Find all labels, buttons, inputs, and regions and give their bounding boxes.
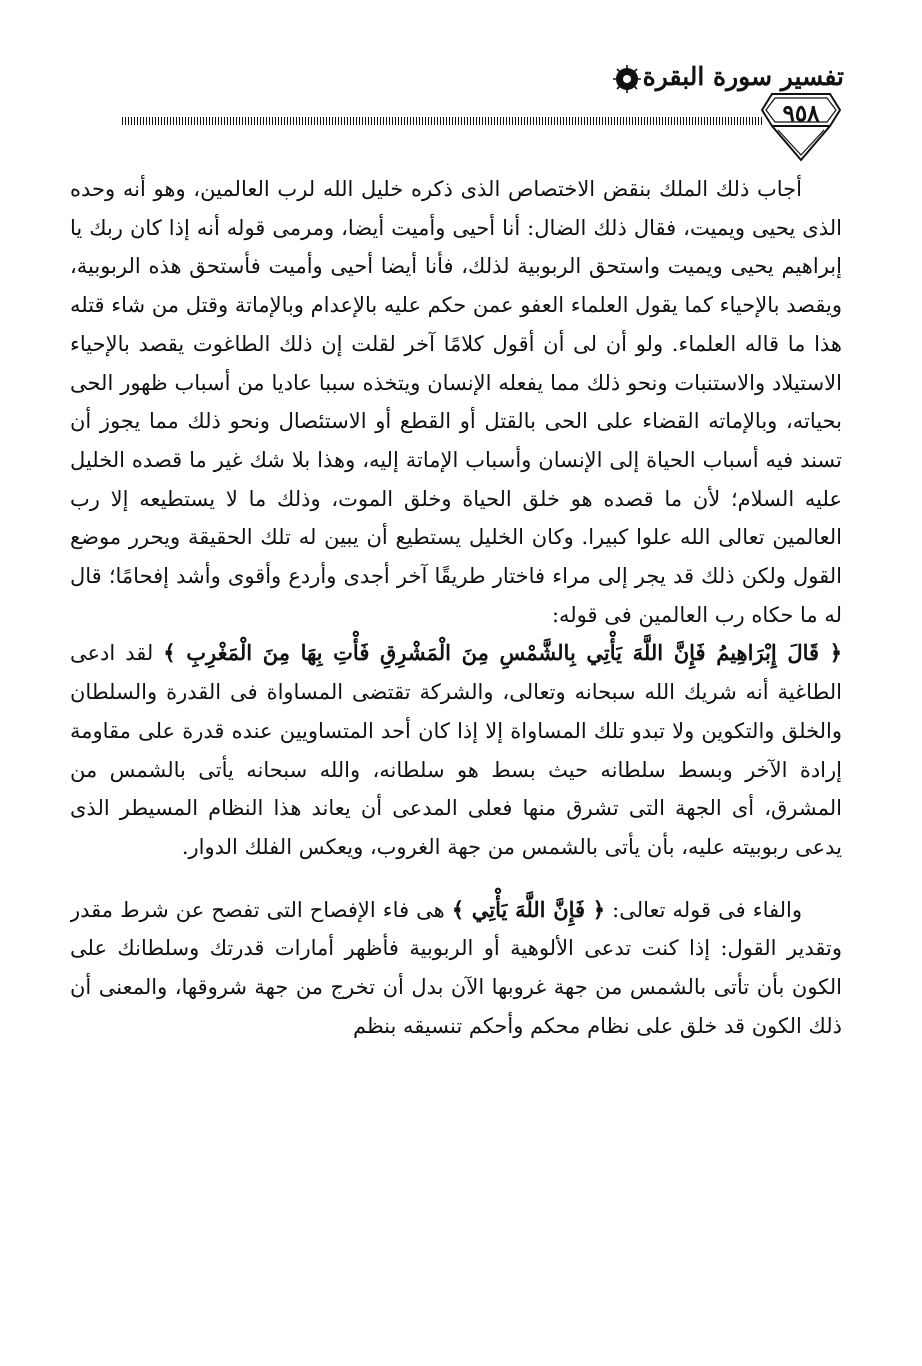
header-ornament-icon (612, 64, 642, 94)
paragraph-text: أجاب ذلك الملك بنقض الاختصاص الذى ذكره خليل الله لرب العالمين، وهو أنه وحده الذى يحيى ويميت، فقال ذلك الضال: أنا أحيى وأميت أيضا، ومرمى قوله أنه إذا كان ربك يا إبراهيم يحيى ويميت واستحق الربوبية لذلك، فأنا أيضا أحيى وأميت فأستحق هذه الربوبية، ويقصد بالإحياء كما يقول العلماء العفو عمن حكم عليه بالإعدام وبالإماتة وقتل من شاء قتله هذا ما قاله العلماء. ولو أن لى أن أقول كلامًا آخر لقلت إن ذلك الطاغوت يقصد بالإحياء الاستيلاد والاستنبات ونحو ذلك مما يفعله الإنسان ويتخذه سببا عاديا من أسباب ظهور الحى بحياته، وبالإماته القضاء على الحى بالقتل أو القطع أو الاستئصال ونحو ذلك مما يجوز أن تسند فيه أسباب الحياة إلى الإنسان وأسباب الإماتة إليه، وهذا بلا شك غير ما قصده الخليل عليه السلام؛ لأن ما قصده هو خلق الحياة وخلق الموت، وذلك ما لا يستطيعه إلا رب العالمين تعالى الله علوا كبيرا. وكان الخليل يستطيع أن يبين له تلك الحقيقة ويحرر موضع القول ولكن ذلك قد يجر إلى مراء فاختار طريقًا آخر أجدى وأردع وأقوى وأشد إفحامًا؛ قال له ما حكاه رب العالمين فى قوله: (70, 177, 842, 627)
paragraph (70, 170, 842, 634)
quran-verse: ﴿ فَإِنَّ اللَّهَ يَأْتِي ﴾ (451, 896, 606, 922)
paragraph-text: هى فاء الإفصاح التى تفصح عن شرط مقدر وتقدير القول: إذا كنت تدعى الألوهية أو الربوبية فأظهر أمارات قدرتك وسلطانك على الكون بأن تأتى بالشمس من جهة غروبها الآن بدل أن تخرج من جهة شروقها، والمعنى أن ذلك الكون قد خلق على نظام محكم وأحكم تنسيقه بنظم (70, 897, 842, 1038)
paragraph-text: والفاء فى قوله تعالى: (605, 897, 802, 922)
page-number: ٩٥٨ (782, 100, 820, 127)
body-text (70, 170, 842, 1320)
paragraph-text: لقد ادعى الطاغية أنه شريك الله سبحانه وتعالى، والشركة تقتضى المساواة فى القدرة والسلطان والخلق والتكوين ولا تبدو تلك المساواة إلا إذا كان أحد المتساويين عنده قدرة على مقاومة إرادة الآخر وبسط سلطانه حيث بسط هو سلطانه، والله سبحانه يأتى بالشمس من المشرق، أى الجهة التى تشرق منها فعلى المدعى أن يعاند هذا النظام المسيطر الذى يدعى ربوبيته عليه، بأن يأتى بالشمس من جهة الغروب، ويعكس الفلك الدوار. (70, 641, 842, 859)
paragraph (70, 634, 842, 866)
header-rule (122, 117, 762, 125)
running-header-title: تفسير سورة البقرة (642, 62, 844, 91)
quran-verse: ﴿ قَالَ إِبْرَاهِيمُ فَإِنَّ اللَّهَ يَأْتِي بِالشَّمْسِ مِنَ الْمَشْرِقِ فَأْتِ بِهَا مِنَ الْمَغْرِبِ ﴾ (163, 640, 842, 666)
paragraph (70, 891, 842, 1046)
